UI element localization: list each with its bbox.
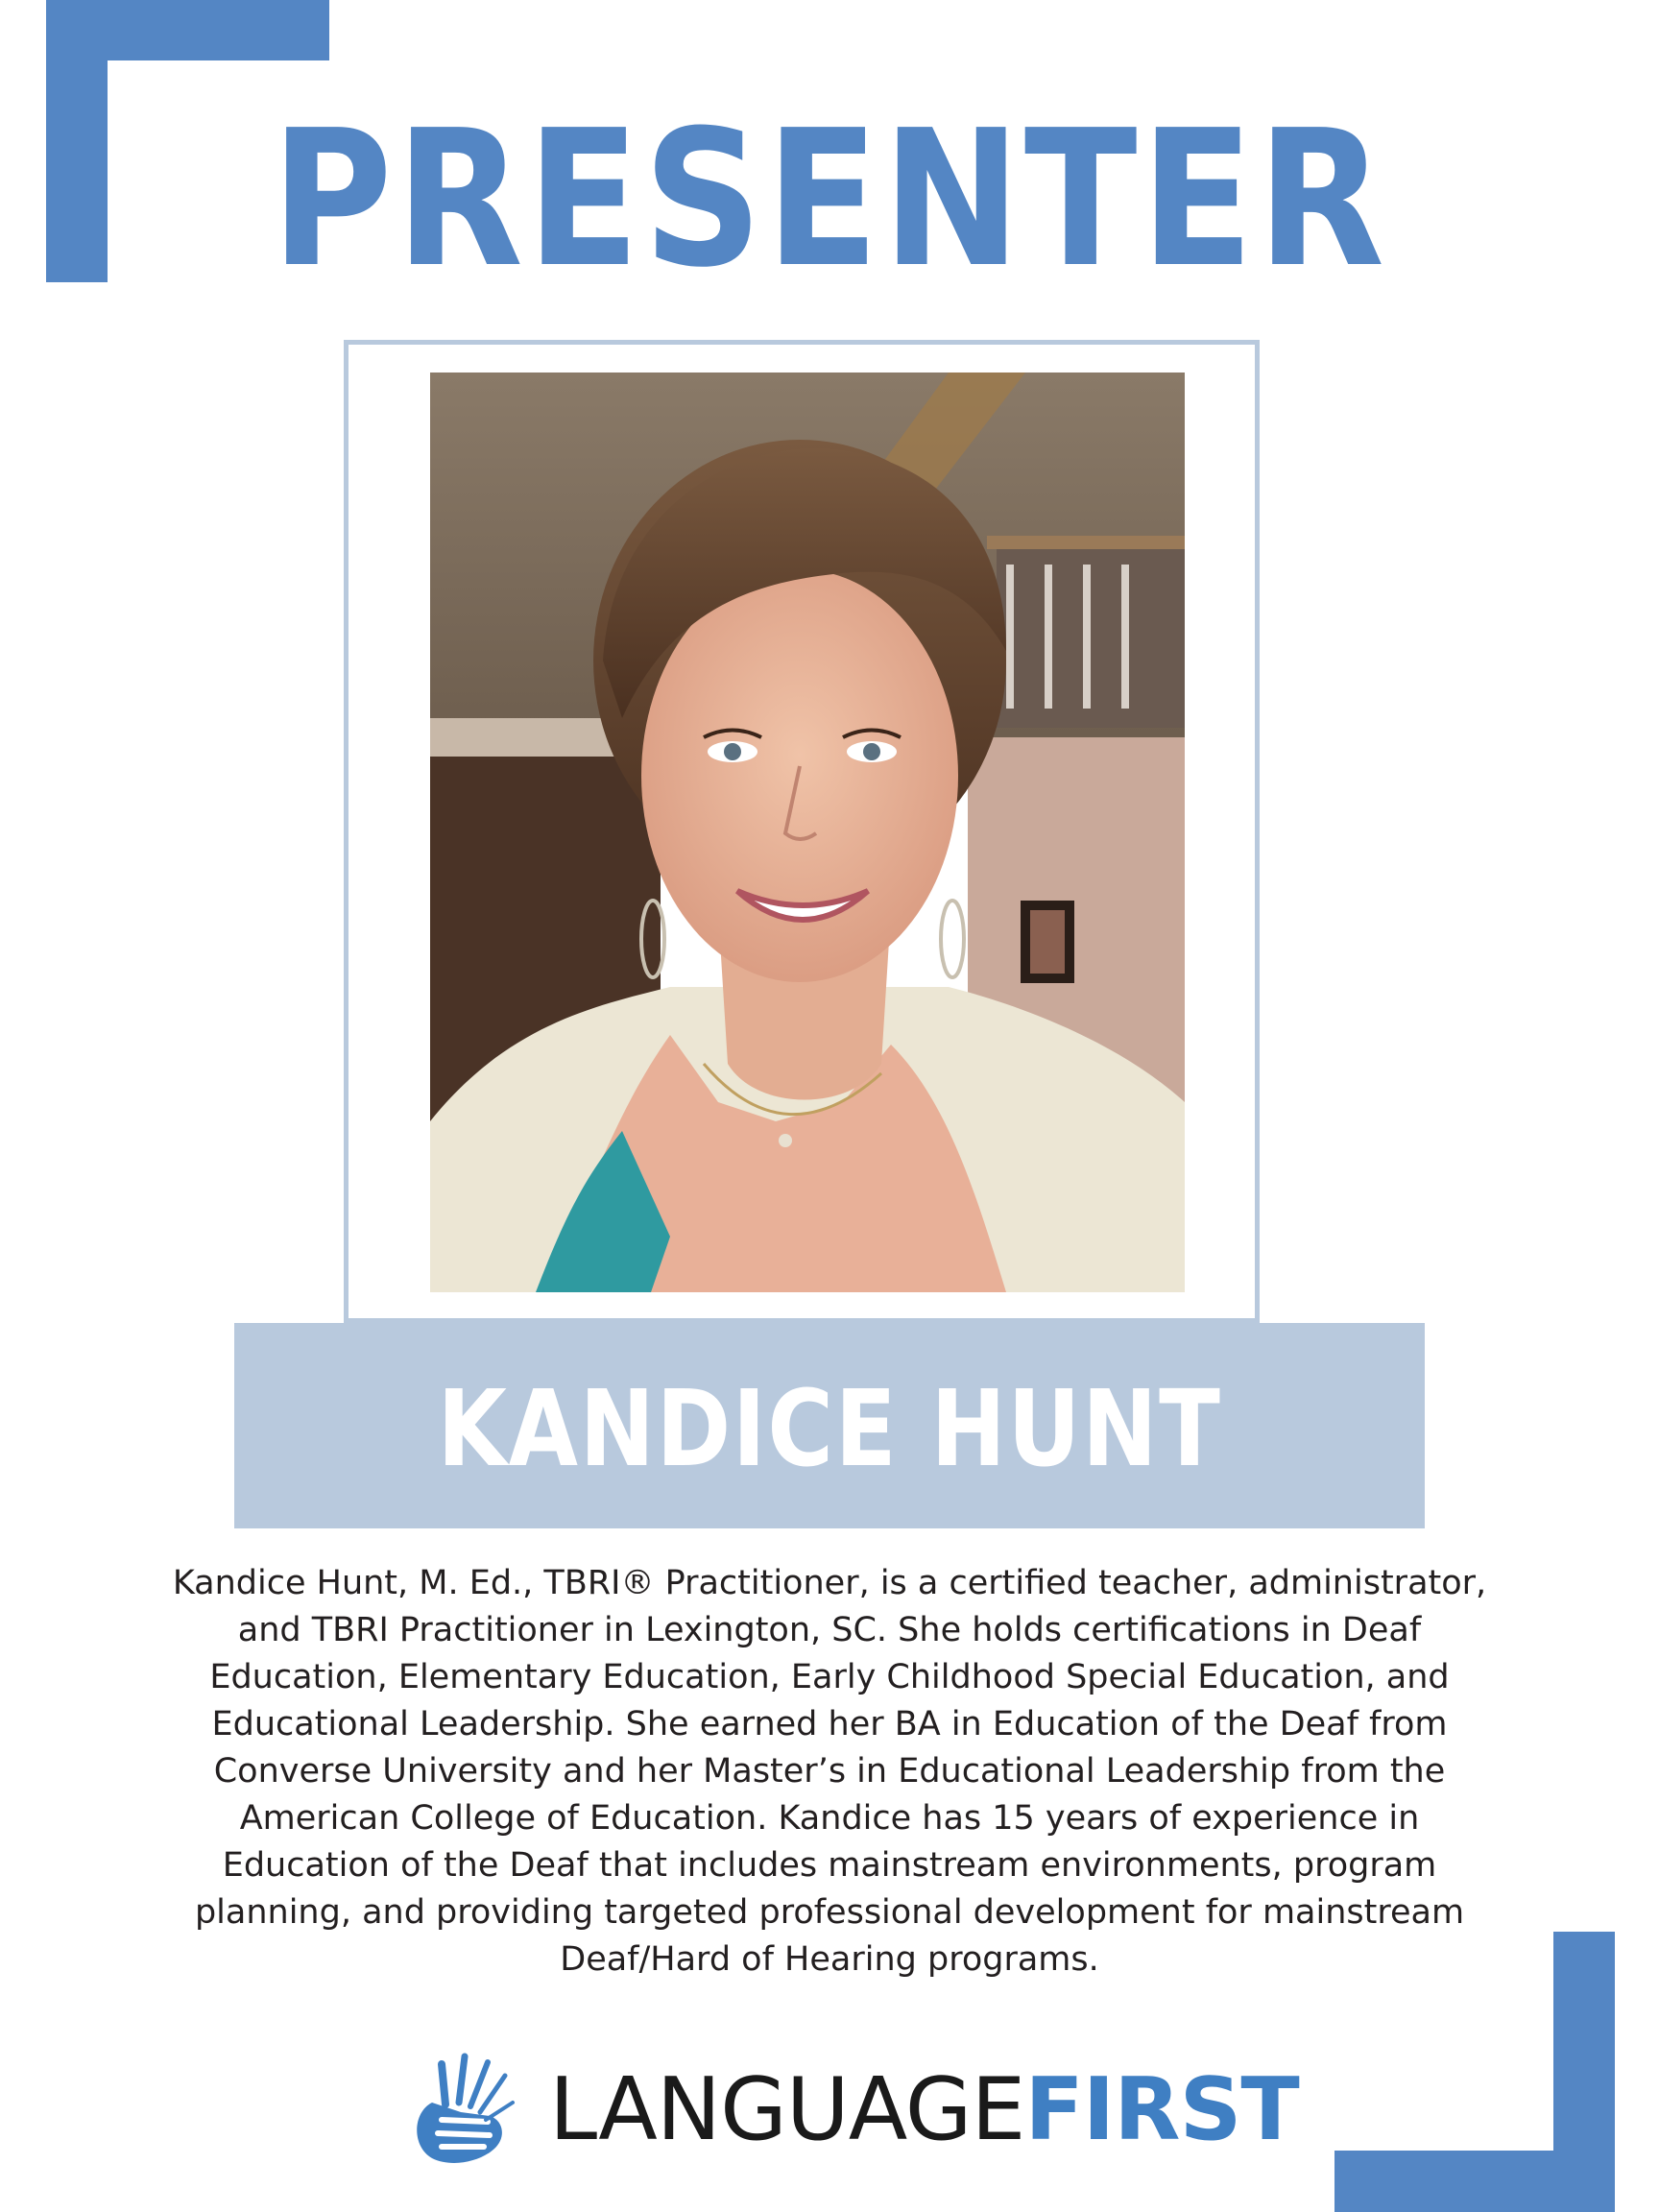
bio-line: American College of Education. Kandice has 15 years of experience in: [239, 1799, 1420, 1838]
bio-line: Educational Leadership. She earned her BA in Education of the Deaf from: [211, 1705, 1448, 1743]
logo-word-language: LANGUAGE: [549, 2059, 1025, 2160]
presenter-bio: [96, 1560, 1563, 1984]
page-title: PRESENTER: [271, 90, 1388, 309]
corner-accent-top-left-vertical: [46, 0, 108, 282]
language-first-logo: [403, 2045, 1299, 2170]
signing-hand-icon: [403, 2045, 518, 2170]
bio-line: and TBRI Practitioner in Lexington, SC. She holds certifications in Deaf: [237, 1611, 1422, 1649]
bio-line: planning, and providing targeted professional development for mainstream: [194, 1893, 1465, 1932]
presenter-photo: [430, 373, 1185, 1292]
logo-wordmark: [549, 2059, 1299, 2160]
bio-line: Kandice Hunt, M. Ed., TBRI® Practitioner, is a certified teacher, administrator,: [172, 1564, 1487, 1602]
presenter-name: KANDICE HUNT: [437, 1367, 1222, 1490]
bio-line: Deaf/Hard of Hearing programs.: [560, 1940, 1099, 1979]
logo-word-first: FIRST: [1024, 2059, 1299, 2160]
bio-line: Converse University and her Master’s in Educational Leadership from the: [213, 1752, 1446, 1791]
presenter-name-bar: [234, 1323, 1425, 1528]
bio-line: Education, Elementary Education, Early Childhood Special Education, and: [209, 1658, 1450, 1696]
bio-line: Education of the Deaf that includes mainstream environments, program: [222, 1846, 1437, 1885]
